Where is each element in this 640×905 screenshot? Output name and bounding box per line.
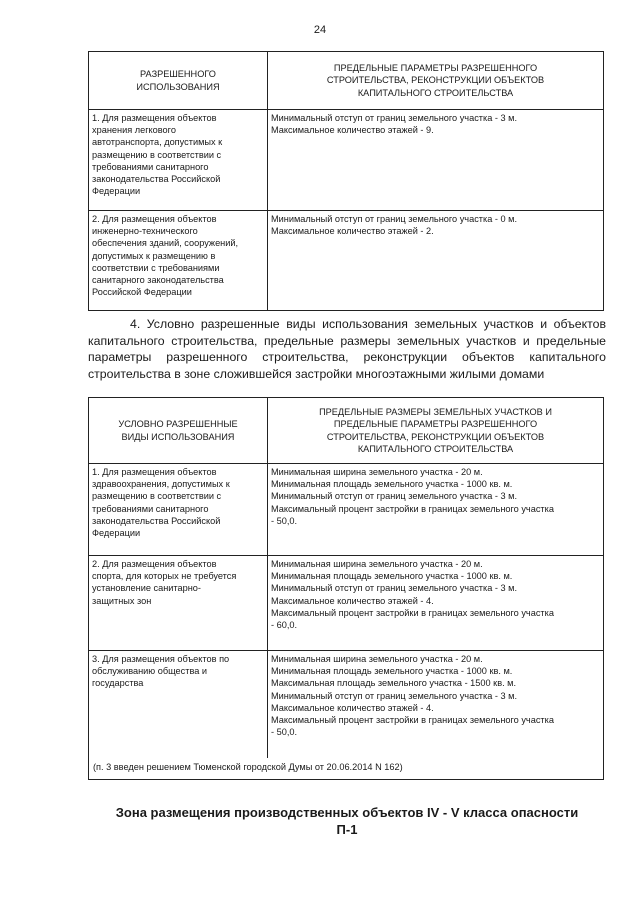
header-text-line: КАПИТАЛЬНОГО СТРОИТЕЛЬСТВА bbox=[357, 443, 514, 454]
cell-text-line: соответствии с требованиями bbox=[92, 262, 220, 273]
cell-text-line: Минимальная площадь земельного участка - 1000 кв. м. bbox=[271, 479, 513, 490]
params-cell bbox=[268, 110, 604, 211]
table-row bbox=[89, 211, 604, 311]
cell-text-line: здравоохранения, допустимых к bbox=[92, 479, 230, 490]
cell-text-line: 1. Для размещения объектов bbox=[92, 113, 217, 123]
cell-text-line: законодательства Российской bbox=[92, 515, 221, 526]
header-text-line: РАЗРЕШЕННОГО bbox=[140, 69, 216, 80]
header-text-line: УСЛОВНО РАЗРЕШЕННЫЕ bbox=[118, 419, 238, 430]
cell-text-line: обеспечения зданий, сооружений, bbox=[92, 238, 239, 249]
conditional-use-table bbox=[88, 397, 604, 780]
header-text-line: СТРОИТЕЛЬСТВА, РЕКОНСТРУКЦИИ ОБЪЕКТОВ bbox=[326, 431, 545, 442]
cell-text-line: обслуживанию общества и bbox=[92, 666, 208, 677]
header-cell-use bbox=[89, 398, 268, 464]
cell-text-line: Максимальный процент застройки в границах земельного участка bbox=[271, 503, 554, 514]
header-text-line: ПРЕДЕЛЬНЫЕ ПАРАМЕТРЫ РАЗРЕШЕННОГО bbox=[333, 63, 538, 74]
cell-text-line: - 60,0. bbox=[271, 620, 298, 631]
params-cell bbox=[268, 556, 604, 651]
cell-text-line: Максимальная площадь земельного участка - 1500 кв. м. bbox=[271, 678, 517, 689]
table-row bbox=[89, 464, 604, 556]
zone-title-line-2: П-1 bbox=[336, 822, 358, 837]
cell-text-line: допустимых к размещению в bbox=[92, 250, 216, 261]
header-text-line: СТРОИТЕЛЬСТВА, РЕКОНСТРУКЦИИ ОБЪЕКТОВ bbox=[326, 75, 545, 86]
table-note-row bbox=[89, 758, 604, 780]
table-header-row bbox=[89, 52, 604, 110]
cell-text-line: размещению в соответствии с bbox=[92, 149, 222, 160]
cell-text-line: 3. Для размещения объектов по bbox=[92, 654, 230, 664]
use-cell bbox=[89, 651, 268, 758]
cell-text-line: - 50,0. bbox=[271, 727, 298, 738]
cell-text-line: инженерно-технического bbox=[92, 226, 198, 237]
cell-text-line: законодательства Российской bbox=[92, 174, 221, 185]
header-text-line: ПРЕДЕЛЬНЫЕ ПАРАМЕТРЫ РАЗРЕШЕННОГО bbox=[333, 419, 538, 430]
use-cell bbox=[89, 464, 268, 556]
params-cell bbox=[268, 464, 604, 556]
cell-text-line: Минимальный отступ от границ земельного участка - 0 м. bbox=[271, 214, 518, 224]
header-text-line: ИСПОЛЬЗОВАНИЯ bbox=[136, 81, 220, 92]
header-text-line: КАПИТАЛЬНОГО СТРОИТЕЛЬСТВА bbox=[357, 87, 514, 98]
cell-text-line: требованиями санитарного bbox=[92, 503, 209, 514]
cell-text-line: Максимальное количество этажей - 2. bbox=[271, 226, 434, 237]
zone-title-line-1: Зона размещения производственных объектов IV - V класса опасности bbox=[115, 805, 579, 820]
cell-text-line: Минимальный отступ от границ земельного участка - 3 м. bbox=[271, 690, 518, 701]
header-cell-params bbox=[268, 398, 604, 464]
table-header-row bbox=[89, 398, 604, 464]
cell-text-line: Минимальная площадь земельного участка - 1000 кв. м. bbox=[271, 666, 513, 677]
cell-text-line: Максимальный процент застройки в границах земельного участка bbox=[271, 715, 554, 726]
cell-text-line: Российской Федерации bbox=[92, 287, 192, 298]
params-cell bbox=[268, 211, 604, 311]
cell-text-line: Максимальный процент застройки в границах земельного участка bbox=[271, 607, 554, 618]
cell-text-line: размещению в соответствии с bbox=[92, 491, 222, 502]
cell-text-line: Максимальное количество этажей - 4. bbox=[271, 595, 434, 606]
table-row bbox=[89, 110, 604, 211]
cell-text-line: Минимальная ширина земельного участка - 20 м. bbox=[271, 559, 483, 569]
use-cell bbox=[89, 211, 268, 311]
cell-text-line: Минимальная ширина земельного участка - 20 м. bbox=[271, 467, 483, 477]
cell-text-line: государства bbox=[92, 678, 144, 689]
header-cell-use bbox=[89, 52, 268, 110]
cell-text-line: Минимальный отступ от границ земельного участка - 3 м. bbox=[271, 583, 518, 594]
table-row bbox=[89, 556, 604, 651]
header-text-line: ВИДЫ ИСПОЛЬЗОВАНИЯ bbox=[121, 431, 235, 442]
header-text-line: ПРЕДЕЛЬНЫЕ РАЗМЕРЫ ЗЕМЕЛЬНЫХ УЧАСТКОВ И bbox=[319, 407, 552, 418]
section-4-paragraph: 4. Условно разрешенные виды использования земельных участков и объектов капитального строительства, предельные размеры земельных участков и предельные параметры разрешенного строительства, реконструкции объектов капитального строительства в зоне сложившейся застройки многоэтажными жилыми домами bbox=[88, 317, 606, 381]
permitted-use-table bbox=[88, 51, 604, 311]
cell-text-line: 1. Для размещения объектов bbox=[92, 467, 217, 477]
cell-text-line: Федерации bbox=[92, 186, 141, 197]
cell-text-line: Минимальный отступ от границ земельного участка - 3 м. bbox=[271, 113, 518, 123]
cell-text-line: Максимальное количество этажей - 4. bbox=[271, 702, 434, 713]
use-cell bbox=[89, 110, 268, 211]
cell-text-line: хранения легкового bbox=[92, 125, 176, 136]
cell-text-line: 2. Для размещения объектов bbox=[92, 214, 217, 224]
cell-text-line: Минимальная ширина земельного участка - 20 м. bbox=[271, 654, 483, 664]
table-row bbox=[89, 651, 604, 758]
page-number: 24 bbox=[313, 24, 327, 36]
cell-text-line: Федерации bbox=[92, 528, 141, 539]
cell-text-line: требованиями санитарного bbox=[92, 161, 209, 172]
zone-title bbox=[88, 804, 606, 838]
cell-text-line: санитарного законодательства bbox=[92, 275, 224, 286]
cell-text-line: Максимальное количество этажей - 9. bbox=[271, 125, 434, 136]
cell-text-line: автотранспорта, допустимых к bbox=[92, 137, 223, 148]
cell-text-line: защитных зон bbox=[92, 595, 152, 606]
cell-text-line: спорта, для которых не требуется bbox=[92, 571, 237, 582]
cell-text-line: 2. Для размещения объектов bbox=[92, 559, 217, 569]
params-cell bbox=[268, 651, 604, 758]
amendment-note: (п. 3 введен решением Тюменской городской Думы от 20.06.2014 N 162) bbox=[89, 758, 604, 780]
header-cell-params bbox=[268, 52, 604, 110]
cell-text-line: установление санитарно- bbox=[92, 583, 201, 594]
cell-text-line: - 50,0. bbox=[271, 515, 298, 526]
cell-text-line: Минимальный отступ от границ земельного участка - 3 м. bbox=[271, 491, 518, 502]
cell-text-line: Минимальная площадь земельного участка - 1000 кв. м. bbox=[271, 571, 513, 582]
use-cell bbox=[89, 556, 268, 651]
